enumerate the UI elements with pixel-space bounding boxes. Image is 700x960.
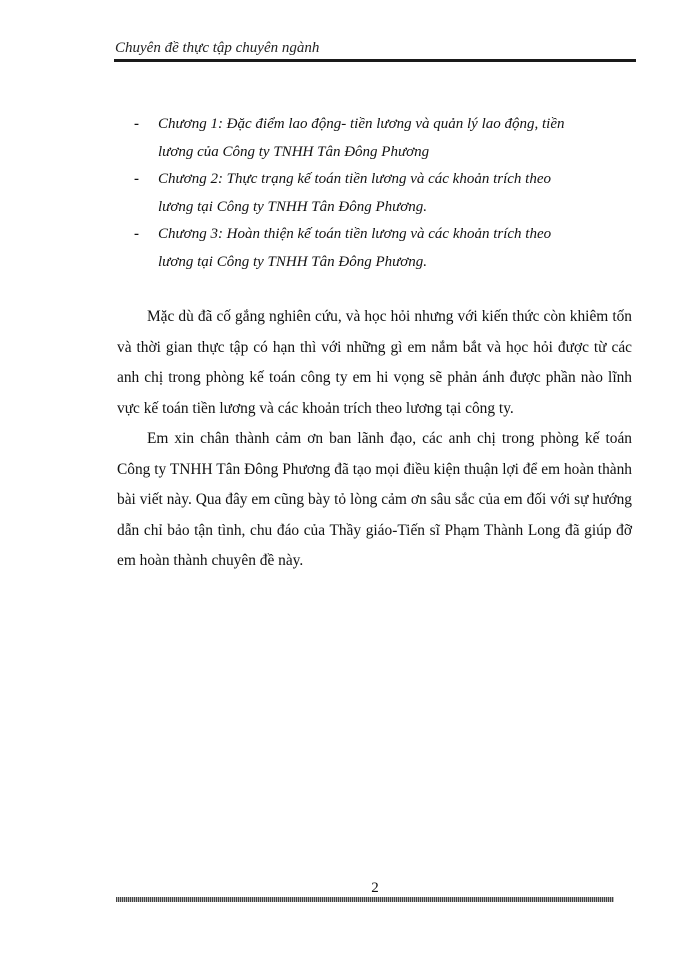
running-header-title: Chuyên đề thực tập chuyên ngành [115,40,320,56]
footer-rule [116,897,614,902]
chapter-line: Chương 2: Thực trạng kế toán tiền lương và các khoản trích theo [158,171,551,187]
chapter-item-3 [128,221,628,276]
chapter-list [128,111,628,276]
chapter-line: lương của Công ty TNHH Tân Đông Phương [158,143,430,160]
chapter-line: Chương 1: Đặc điểm lao động- tiền lương và quản lý lao động, tiền [158,116,565,132]
header-rule [114,59,636,62]
chapter-item-1 [128,111,628,166]
chapter-line: Chương 3: Hoàn thiện kế toán tiền lương và các khoản trích theo [158,226,552,242]
list-dash: - [134,171,139,187]
paragraph-thanks: Em xin chân thành cảm ơn ban lãnh đạo, các anh chị trong phòng kế toán Công ty TNHH Tân Đông Phương đã tạo mọi điều kiện thuận lợi để em hoàn thành bài viết này. Qua đây em cũng bày tỏ lòng cảm ơn sâu sắc của em đối với sự hướng dẫn chỉ bảo tận tình, chu đáo của Thầy giáo-Tiến sĩ Phạm Thành Long đã giúp đỡ em hoàn thành chuyên đề này. [117,430,632,569]
chapter-line: lương tại Công ty TNHH Tân Đông Phương. [158,198,428,215]
chapter-item-2 [128,166,628,221]
page-number: 2 [371,880,379,896]
body-text [117,302,632,577]
chapter-line: lương tại Công ty TNHH Tân Đông Phương. [158,253,428,270]
paragraph-study: Mặc dù đã cố gắng nghiên cứu, và học hỏi nhưng với kiến thức còn khiêm tốn và thời gian thực tập có hạn thì với những gì em nắm bắt và học hỏi được từ các anh chị trong phòng kế toán công ty em hi vọng sẽ phản ánh được phần nào lĩnh vực kế toán tiền lương và các khoản trích theo lương tại công ty. [117,308,632,417]
list-dash: - [134,116,139,132]
list-dash: - [134,226,139,242]
